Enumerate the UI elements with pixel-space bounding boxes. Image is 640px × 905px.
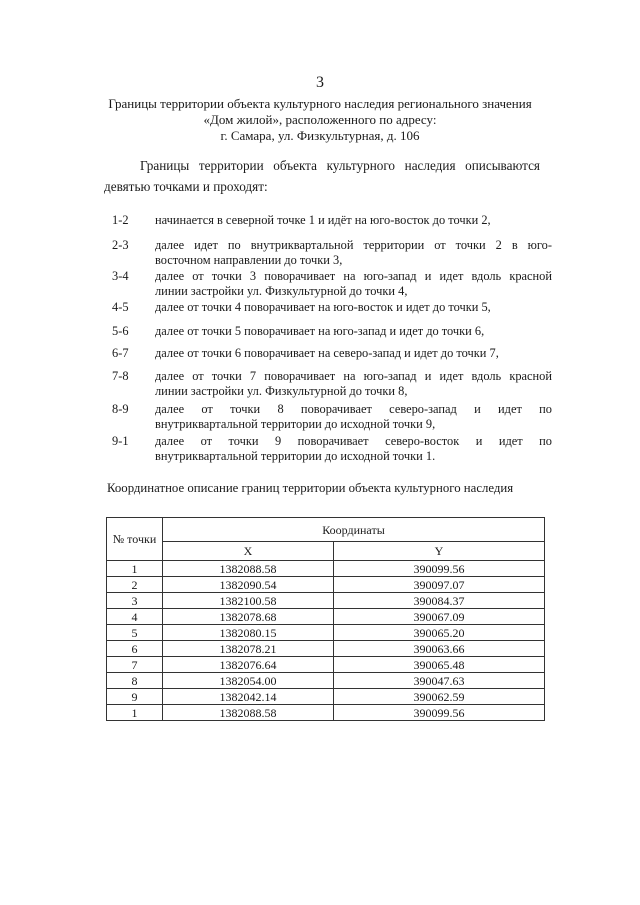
coord-y: 390062.59	[334, 689, 545, 705]
segment-item	[112, 238, 552, 268]
segment-description: далее от точки 9 поворачивает северо-восток и идет по внутриквартальной территории до исходной точки 1.	[155, 434, 552, 463]
coord-x: 1382076.64	[163, 657, 334, 673]
table-row	[107, 593, 545, 609]
segment-number: 9-1	[112, 434, 129, 448]
coord-y: 390097.07	[334, 577, 545, 593]
table-row	[107, 689, 545, 705]
table-row	[107, 577, 545, 593]
coord-x: 1382090.54	[163, 577, 334, 593]
point-number: 4	[107, 609, 163, 625]
coord-y: 390047.63	[334, 673, 545, 689]
coord-y: 390065.20	[334, 625, 545, 641]
page-number: 3	[316, 74, 324, 91]
segment-number: 8-9	[112, 402, 129, 416]
coord-x: 1382042.14	[163, 689, 334, 705]
coord-y: 390063.66	[334, 641, 545, 657]
coord-x: 1382088.58	[163, 705, 334, 721]
segment-description: далее от точки 5 поворачивает на юго-запад и идет до точки 6,	[155, 324, 485, 338]
segment-item	[112, 402, 552, 432]
coord-y: 390065.48	[334, 657, 545, 673]
point-number: 3	[107, 593, 163, 609]
coord-x: 1382100.58	[163, 593, 334, 609]
point-number: 5	[107, 625, 163, 641]
segment-description: далее от точки 8 поворачивает северо-запад и идет по внутриквартальной территории до исходной точки 9,	[155, 402, 552, 431]
point-number: 7	[107, 657, 163, 673]
coord-x: 1382080.15	[163, 625, 334, 641]
segment-item	[112, 269, 552, 299]
title-line: Границы территории объекта культурного наследия регионального значения	[108, 96, 532, 111]
title-line: «Дом жилой», расположенного по адресу:	[203, 112, 437, 127]
column-header-point-number: № точки	[107, 518, 163, 561]
table-row	[107, 561, 545, 577]
table-row	[107, 673, 545, 689]
segment-item	[112, 434, 552, 464]
coord-x: 1382088.58	[163, 561, 334, 577]
segment-number: 6-7	[112, 346, 129, 360]
coord-y: 390067.09	[334, 609, 545, 625]
segment-description: далее от точки 6 поворачивает на северо-запад и идет до точки 7,	[155, 346, 499, 360]
coord-y: 390084.37	[334, 593, 545, 609]
segment-description: далее от точки 4 поворачивает на юго-восток и идет до точки 5,	[155, 300, 491, 314]
segment-number: 1-2	[112, 213, 129, 227]
segment-item	[112, 324, 552, 339]
point-number: 2	[107, 577, 163, 593]
intro-paragraph: Границы территории объекта культурного наследия описываются девятью точками и проходят:	[104, 158, 540, 194]
segment-item	[112, 300, 552, 315]
table-row	[107, 641, 545, 657]
table-caption: Координатное описание границ территории объекта культурного наследия	[107, 481, 514, 495]
segment-number: 7-8	[112, 369, 129, 383]
segment-item	[112, 213, 552, 228]
segment-number: 3-4	[112, 269, 129, 283]
segment-description: далее идет по внутриквартальной территории от точки 2 в юго- восточном направлении до точки 3,	[155, 238, 552, 267]
point-number: 1	[107, 561, 163, 577]
table-row	[107, 657, 545, 673]
title-line: г. Самара, ул. Физкультурная, д. 106	[220, 128, 420, 143]
segment-number: 2-3	[112, 238, 129, 252]
segment-description: начинается в северной точке 1 и идёт на юго-восток до точки 2,	[155, 213, 491, 227]
point-number: 9	[107, 689, 163, 705]
column-header-x: X	[163, 542, 334, 561]
table-row	[107, 609, 545, 625]
segment-number: 5-6	[112, 324, 129, 338]
column-header-coordinates: Координаты	[163, 518, 545, 542]
point-number: 6	[107, 641, 163, 657]
segment-description: далее от точки 3 поворачивает на юго-запад и идет вдоль красной линии застройки ул. Физкультурной до точки 4,	[155, 269, 552, 298]
coord-y: 390099.56	[334, 561, 545, 577]
segment-item	[112, 369, 552, 399]
coord-x: 1382078.68	[163, 609, 334, 625]
coord-x: 1382054.00	[163, 673, 334, 689]
segment-number: 4-5	[112, 300, 129, 314]
coordinates-table	[106, 517, 545, 721]
segment-item	[112, 346, 552, 361]
document-title	[60, 96, 580, 144]
point-number: 1	[107, 705, 163, 721]
segment-description: далее от точки 7 поворачивает на юго-запад и идет вдоль красной линии застройки ул. Физкультурной до точки 8,	[155, 369, 552, 398]
coord-x: 1382078.21	[163, 641, 334, 657]
table-row	[107, 705, 545, 721]
table-row	[107, 625, 545, 641]
point-number: 8	[107, 673, 163, 689]
column-header-y: Y	[334, 542, 545, 561]
coord-y: 390099.56	[334, 705, 545, 721]
